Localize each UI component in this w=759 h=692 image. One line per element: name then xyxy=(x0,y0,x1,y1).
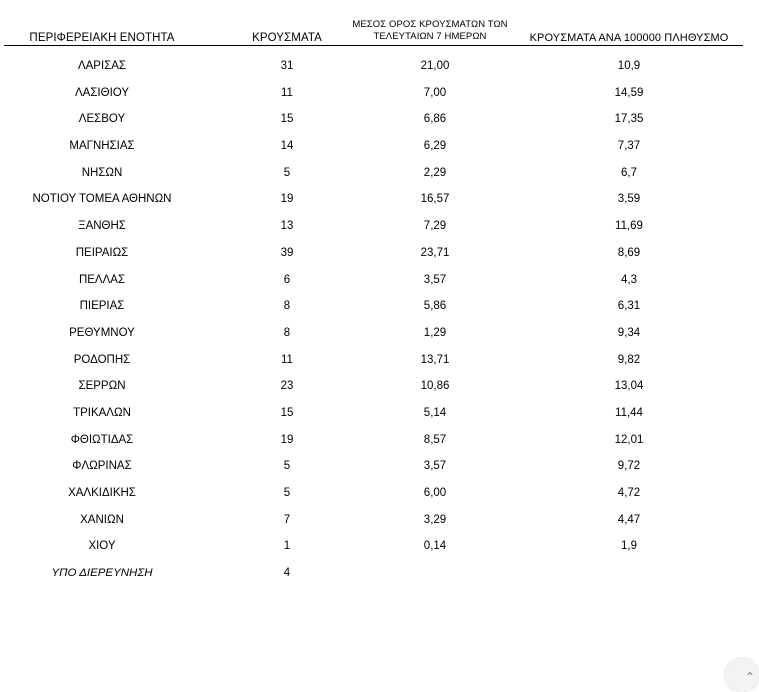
per100k-cell: 3,59 xyxy=(617,193,641,206)
table-row xyxy=(0,325,747,352)
avg-cell: 10,86 xyxy=(420,380,450,393)
table-row xyxy=(0,272,747,299)
table-row xyxy=(0,165,747,192)
avg-cell: 13,71 xyxy=(420,353,450,366)
header-region: ΠΕΡΙΦΕΡΕΙΑΚΗ ΕΝΟΤΗΤΑ xyxy=(29,32,175,44)
header-per-100k: ΚΡΟΥΣΜΑΤΑ ΑΝΑ 100000 ΠΛΗΘΥΣΜΟ xyxy=(529,32,729,44)
region-cell: ΦΛΩΡΙΝΑΣ xyxy=(72,460,132,473)
avg-cell: 6,86 xyxy=(423,113,447,126)
cases-cell: 23 xyxy=(280,380,294,393)
per100k-cell: 17,35 xyxy=(614,113,644,126)
scroll-up-button[interactable] xyxy=(725,658,759,692)
avg-cell: 3,29 xyxy=(423,513,447,526)
region-cell: ΧΙΟΥ xyxy=(88,540,116,553)
avg-cell: 7,00 xyxy=(423,86,447,99)
header-seven-day-average xyxy=(350,19,510,43)
cases-cell: 19 xyxy=(280,433,294,446)
region-cell: ΧΑΛΚΙΔΙΚΗΣ xyxy=(68,487,136,499)
per100k-cell: 8,69 xyxy=(617,246,641,259)
per100k-cell: 14,59 xyxy=(614,86,644,99)
cases-cell: 15 xyxy=(280,113,294,126)
table-row xyxy=(0,458,747,485)
per100k-cell: 9,72 xyxy=(617,460,641,473)
region-cell: ΛΕΣΒΟΥ xyxy=(78,113,126,126)
cases-cell: 8 xyxy=(283,326,291,339)
scroll-up-icon: ⌃ xyxy=(744,670,755,684)
table-row xyxy=(0,245,747,272)
region-cell: ΣΕΡΡΩΝ xyxy=(78,380,126,393)
cases-cell: 5 xyxy=(283,166,291,179)
region-cell: ΠΕΙΡΑΙΩΣ xyxy=(75,246,129,259)
table-row xyxy=(0,485,747,512)
table-row xyxy=(0,432,747,459)
region-cell: ΠΕΛΛΑΣ xyxy=(78,273,126,286)
table-row xyxy=(0,138,747,165)
cases-cell: 5 xyxy=(283,487,291,499)
region-cell: ΛΑΡΙΣΑΣ xyxy=(77,60,127,72)
avg-cell: 3,57 xyxy=(423,273,447,286)
per100k-cell: 4,47 xyxy=(617,513,641,526)
avg-cell: 1,29 xyxy=(423,326,447,339)
table-row xyxy=(0,378,747,405)
per100k-cell: 4,72 xyxy=(617,487,641,499)
region-cell: ΤΡΙΚΑΛΩΝ xyxy=(73,406,131,419)
table-row xyxy=(0,111,747,138)
table-row xyxy=(0,85,747,112)
under-investigation-row xyxy=(0,565,747,592)
per100k-cell: 4,3 xyxy=(621,273,637,286)
region-cell: ΛΑΣΙΘΙΟΥ xyxy=(74,86,130,99)
cases-cell: 19 xyxy=(280,193,294,206)
avg-cell: 7,29 xyxy=(423,220,447,233)
table-row xyxy=(0,512,747,539)
per100k-cell: 9,34 xyxy=(617,326,641,339)
cases-cell: 31 xyxy=(280,60,294,72)
per100k-cell: 12,01 xyxy=(614,433,644,446)
per100k-cell: 9,82 xyxy=(617,353,641,366)
cases-cell: 11 xyxy=(281,353,293,366)
region-cell: ΝΟΤΙΟΥ ΤΟΜΕΑ ΑΘΗΝΩΝ xyxy=(32,193,172,206)
avg-cell: 2,29 xyxy=(423,166,447,179)
cases-cell: 13 xyxy=(280,220,294,233)
avg-cell: 5,14 xyxy=(423,406,447,419)
header-cases: ΚΡΟΥΣΜΑΤΑ xyxy=(252,32,322,44)
region-cell: ΡΟΔΟΠΗΣ xyxy=(73,353,131,366)
avg-cell: 3,57 xyxy=(423,460,447,473)
cases-cell: 6 xyxy=(283,273,291,286)
per100k-cell: 1,9 xyxy=(621,540,637,553)
avg-cell: 0,14 xyxy=(423,540,447,553)
region-cell: ΜΑΓΝΗΣΙΑΣ xyxy=(69,140,135,153)
avg-cell: 23,71 xyxy=(420,246,450,259)
avg-cell: 21,00 xyxy=(420,60,450,72)
per100k-cell: 11,69 xyxy=(615,220,643,233)
table-row xyxy=(0,218,747,245)
cases-cell: 11 xyxy=(281,86,293,99)
region-cell: ΦΘΙΩΤΙΔΑΣ xyxy=(70,433,134,446)
per100k-cell: 7,37 xyxy=(617,140,641,153)
table-row xyxy=(0,298,747,325)
cases-cell: 1 xyxy=(283,540,291,553)
region-cell: ΥΠΟ ΔΙΕΡΕΥΝΗΣΗ xyxy=(51,567,153,580)
per100k-cell: 13,04 xyxy=(614,380,644,393)
avg-cell: 6,29 xyxy=(423,140,447,153)
cases-cell: 8 xyxy=(283,300,291,313)
cases-cell: 14 xyxy=(280,140,294,153)
region-cell: ΠΙΕΡΙΑΣ xyxy=(79,300,125,313)
region-cell: ΡΕΘΥΜΝΟΥ xyxy=(69,326,135,339)
cases-cell: 7 xyxy=(283,513,291,526)
region-cell: ΝΗΣΩΝ xyxy=(81,166,123,179)
table-row xyxy=(0,58,747,85)
avg-cell: 16,57 xyxy=(420,193,450,206)
header-avg-line2: ΤΕΛΕΥΤΑΙΩΝ 7 ΗΜΕΡΩΝ xyxy=(373,31,487,42)
cases-cell: 39 xyxy=(280,246,294,259)
per100k-cell: 6,7 xyxy=(621,166,637,179)
table-row xyxy=(0,191,747,218)
per100k-cell: 6,31 xyxy=(617,300,641,313)
table-row xyxy=(0,352,747,379)
avg-cell: 6,00 xyxy=(423,487,447,499)
header-divider xyxy=(4,45,743,46)
table-body xyxy=(0,58,747,592)
region-cell: ΧΑΝΙΩΝ xyxy=(80,513,124,526)
cases-cell: 5 xyxy=(283,460,291,473)
table-row xyxy=(0,405,747,432)
avg-cell: 8,57 xyxy=(423,433,447,446)
region-cell: ΞΑΝΘΗΣ xyxy=(78,220,126,233)
per100k-cell: 11,44 xyxy=(615,406,643,419)
header-avg-line1: ΜΕΣΟΣ ΟΡΟΣ ΚΡΟΥΣΜΑΤΩΝ ΤΩΝ xyxy=(352,19,508,30)
avg-cell: 5,86 xyxy=(423,300,447,313)
cases-cell: 4 xyxy=(283,567,291,580)
cases-cell: 15 xyxy=(280,406,294,419)
per100k-cell: 10,9 xyxy=(617,60,641,72)
table-row xyxy=(0,538,747,565)
